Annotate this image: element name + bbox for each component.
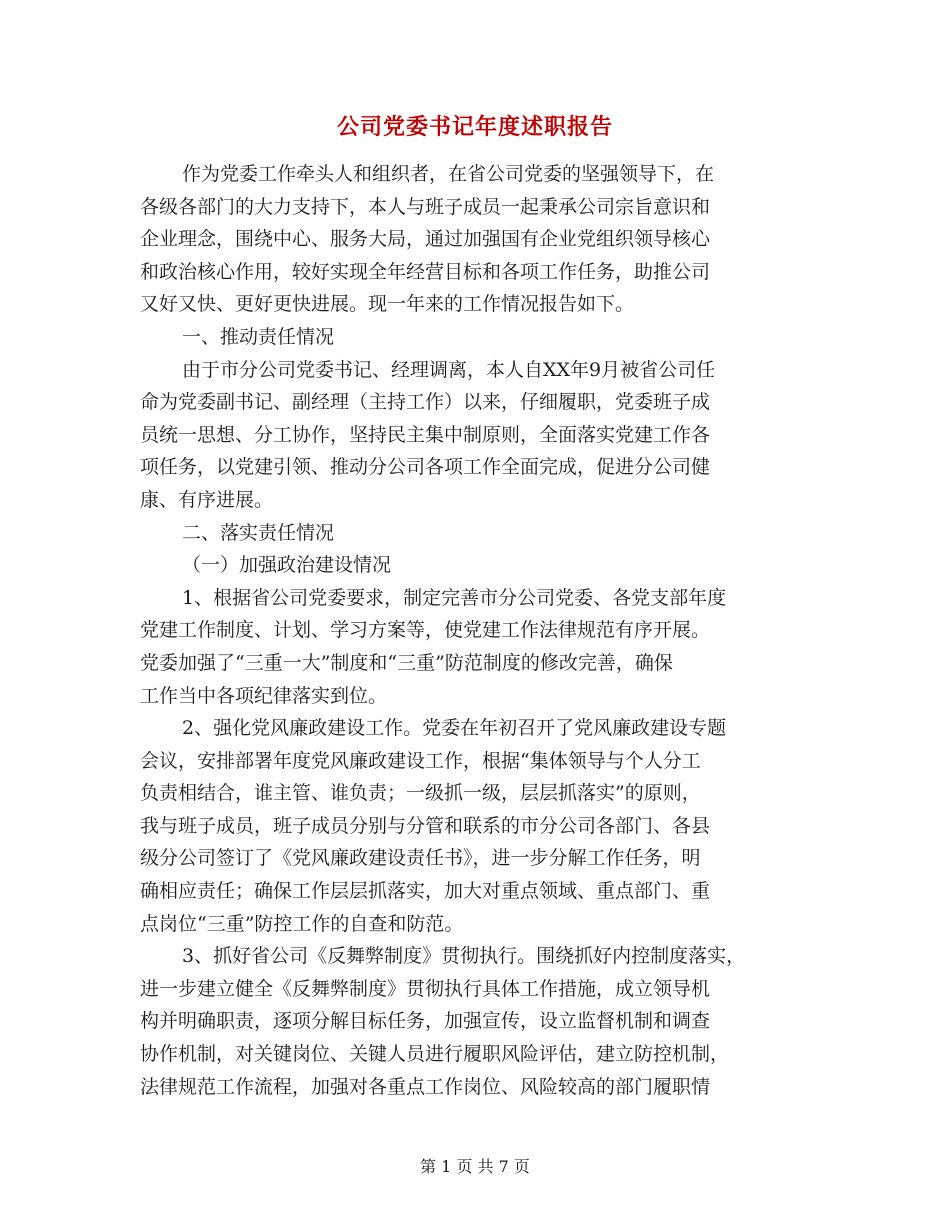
paragraph-line: 3、抓好省公司《反舞弊制度》贯彻执行。围绕抓好内控制度落实， [182, 945, 746, 968]
document-body [140, 158, 820, 1103]
paragraph-line: 命为党委副书记、副经理（主持工作）以来，仔细履职，党委班子成 [140, 391, 711, 414]
paragraph-line: 进一步建立健全《反舞弊制度》贯彻执行具体工作措施，成立领导机 [140, 977, 711, 1000]
paragraph-line: 工作当中各项纪律落实到位。 [140, 684, 388, 707]
paragraph-line: 项任务，以党建引领、推动分公司各项工作全面完成，促进分公司健 [140, 456, 711, 479]
page-footer: 第 1 页 共 7 页 [420, 1157, 530, 1176]
paragraph-line: 党建工作制度、计划、学习方案等，使党建工作法律规范有序开展。 [140, 619, 711, 642]
paragraph-line: 又好又快、更好更快进展。现一年来的工作情况报告如下。 [140, 293, 635, 316]
section-heading: 二、落实责任情况 [182, 521, 335, 544]
paragraph-line: 各级各部门的大力支持下，本人与班子成员一起秉承公司宗旨意识和 [140, 195, 711, 218]
paragraph-line: 和政治核心作用，较好实现全年经营目标和各项工作任务，助推公司 [140, 260, 711, 283]
paragraph-line: 负责相结合，谁主管、谁负责；一级抓一级，层层抓落实”的原则， [140, 782, 701, 805]
paragraph-line: 作为党委工作牵头人和组织者，在省公司党委的坚强领导下，在 [182, 163, 715, 185]
subsection-heading: （一）加强政治建设情况 [182, 554, 392, 577]
paragraph-line: 点岗位“三重”防控工作的自查和防范。 [140, 912, 464, 935]
paragraph-line: 2、强化党风廉政建设工作。党委在年初召开了党风廉政建设专题 [182, 717, 727, 740]
paragraph-line: 协作机制，对关键岗位、关键人员进行履职风险评估，建立防控机制， [140, 1043, 730, 1066]
section-heading: 一、推动责任情况 [182, 325, 335, 348]
paragraph-line: 级分公司签订了《党风廉政建设责任书》，进一步分解工作任务，明 [140, 847, 701, 870]
paragraph-line: 企业理念，围绕中心、服务大局，通过加强国有企业党组织领导核心 [140, 228, 711, 251]
paragraph-line: 确相应责任；确保工作层层抓落实，加大对重点领域、重点部门、重 [140, 880, 711, 903]
paragraph-line: 1、根据省公司党委要求，制定完善市分公司党委、各党支部年度 [182, 586, 727, 609]
paragraph-line: 我与班子成员，班子成员分别与分管和联系的市分公司各部门、各县 [140, 814, 711, 837]
paragraph-line: 康、有序进展。 [140, 488, 274, 511]
paragraph-line: 法律规范工作流程，加强对各重点工作岗位、风险较高的部门履职情 [140, 1075, 711, 1098]
paragraph-line: 会议，安排部署年度党风廉政建设工作，根据“集体领导与个人分工 [140, 749, 701, 772]
paragraph-line: 党委加强了“三重一大”制度和“三重”防范制度的修改完善，确保 [140, 651, 673, 674]
paragraph-line: 员统一思想、分工协作，坚持民主集中制原则，全面落实党建工作各 [140, 423, 711, 446]
paragraph-line: 构并明确职责，逐项分解目标任务，加强宣传，设立监督机制和调查 [140, 1010, 711, 1033]
document-title: 公司党委书记年度述职报告 [336, 114, 613, 140]
paragraph-line: 由于市分公司党委书记、经理调离，本人自XX年9月被省公司任 [182, 358, 716, 381]
